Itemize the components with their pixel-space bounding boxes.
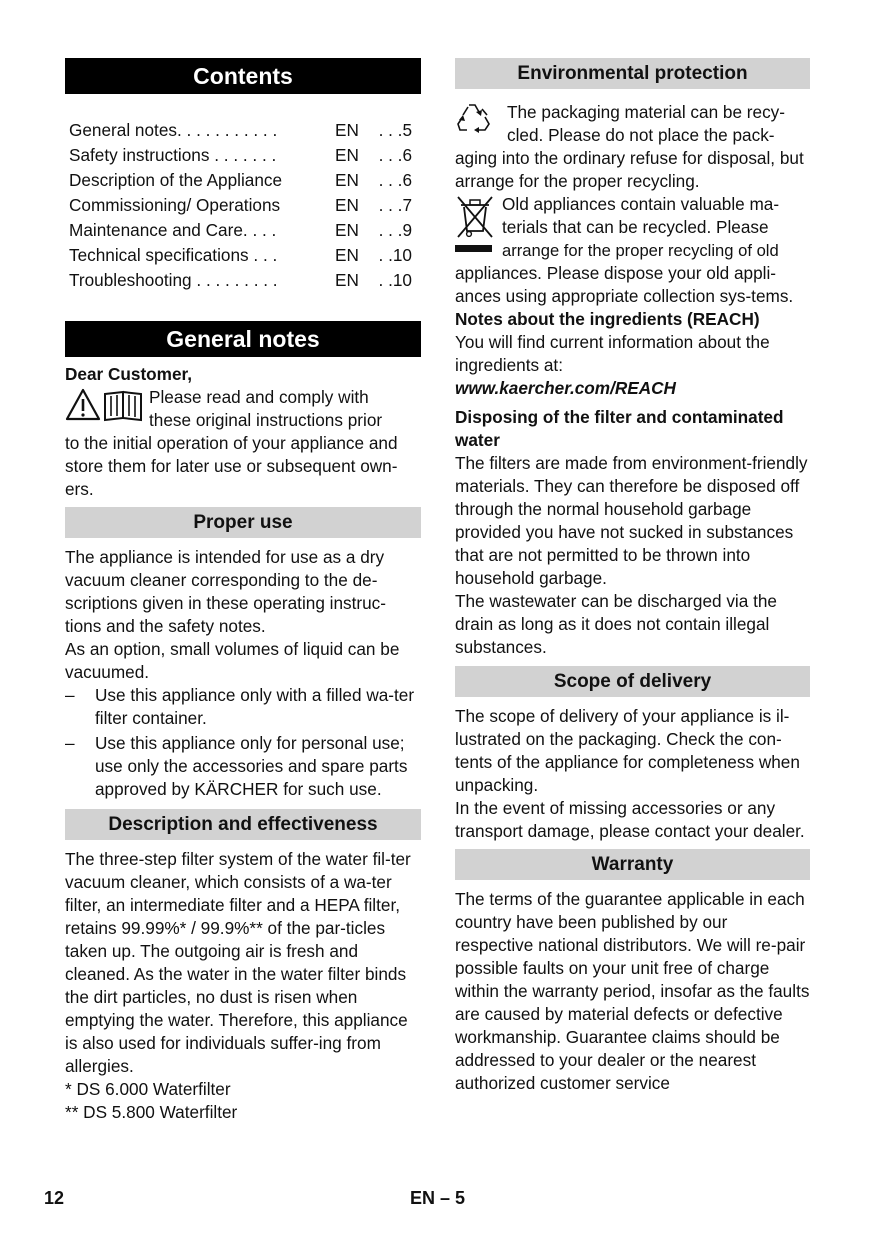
paragraph: The wastewater can be discharged via the drain as long as it does not contain illegal substances.	[455, 591, 777, 657]
toc-title: Description of the Appliance	[69, 170, 283, 190]
weee-line: terials that can be recycled. Please	[502, 217, 769, 237]
toc-lang: EN	[335, 245, 359, 265]
toc-title: Troubleshooting	[69, 270, 192, 290]
page-number: 12	[44, 1188, 65, 1208]
proper-use-heading: Proper use	[65, 507, 421, 538]
recycle-line: The packaging material can be recy-	[507, 102, 786, 122]
warning-manual-icon	[65, 386, 149, 428]
paragraph: The three-step filter system of the water fil-ter vacuum cleaner, which consists of a wa-ter filter, an intermediate filter and a HEPA filter, retains 99.99%* / 99.9%** of the par-ticles taken up. The outgoing air is fresh and cleaned. As the water in the water filter binds the dirt particles, no dust is risen when emptying the water. Therefore, this appliance is also used for individuals suffer-ing from allergies.	[65, 849, 411, 1076]
toc-row[interactable]	[65, 193, 421, 218]
paragraph: In the event of missing accessories or any transport damage, please contact your dealer.	[455, 798, 805, 841]
toc-list	[65, 118, 421, 293]
weee-line: Old appliances contain valuable ma-	[502, 194, 780, 214]
toc-title: Technical specifications	[69, 245, 249, 265]
dear-customer: Dear Customer,	[65, 364, 193, 384]
toc-dots: . . . .	[242, 220, 277, 240]
toc-row[interactable]	[65, 143, 421, 168]
toc-title: Safety instructions	[69, 145, 210, 165]
recycle-text: aging into the ordinary refuse for disposal, but arrange for the proper recycling.	[455, 148, 804, 191]
toc-dots: . . . . . . . . .	[196, 270, 278, 290]
footnote: * DS 6.000 Waterfilter	[65, 1079, 231, 1099]
toc-title: General notes	[69, 120, 177, 140]
intro-line: Please read and comply with	[149, 387, 369, 407]
toc-title: Maintenance and Care	[69, 220, 243, 240]
filter-heading: Disposing of the filter and contaminated water	[455, 407, 784, 450]
left-column	[65, 58, 421, 1124]
general-notes-heading: General notes	[65, 321, 421, 357]
reach-heading: Notes about the ingredients (REACH)	[455, 309, 760, 329]
weee-line: arrange for the proper recycling of old	[502, 241, 779, 260]
paragraph: The scope of delivery of your appliance is il-lustrated on the packaging. Check the con-tents of the appliance for completeness when unpacking.	[455, 706, 800, 795]
weee-block	[455, 193, 810, 308]
scope-heading: Scope of delivery	[455, 666, 810, 697]
toc-lang: EN	[335, 145, 359, 165]
paragraph: As an option, small volumes of liquid can be vacuumed.	[65, 639, 400, 682]
description-heading: Description and effectiveness	[65, 809, 421, 840]
toc-dots: . . . . . . . . . . .	[176, 120, 278, 140]
toc-page: . . .6	[378, 170, 412, 190]
recycle-line: cled. Please do not place the pack-	[507, 125, 775, 145]
toc-page: . . .6	[378, 145, 412, 165]
contents-heading: Contents	[65, 58, 421, 94]
list-item	[65, 684, 421, 730]
toc-row[interactable]	[65, 168, 421, 193]
toc-lang: EN	[335, 195, 359, 215]
toc-page: . . .5	[378, 120, 412, 140]
toc-page: . . .9	[378, 220, 412, 240]
toc-row[interactable]	[65, 118, 421, 143]
intro-text: to the initial operation of your appliance and store them for later use or subsequent own-ers.	[65, 433, 398, 499]
paragraph: The appliance is intended for use as a dry vacuum cleaner corresponding to the de-scriptions given in these operating instruc-tions and the safety notes.	[65, 547, 386, 636]
toc-page: . . .7	[378, 195, 412, 215]
right-column	[455, 58, 810, 1095]
page-label: EN – 5	[410, 1188, 466, 1208]
weee-text: appliances. Please dispose your old appli-ances using appropriate collection sys-tems.	[455, 263, 794, 306]
crossed-bin-icon	[455, 193, 502, 259]
toc-page: . .10	[378, 245, 412, 265]
toc-lang: EN	[335, 270, 359, 290]
toc-title: Commissioning/ Operations	[69, 195, 281, 215]
reach-text: You will find current information about the ingredients at:	[455, 332, 770, 375]
recycling-icon	[455, 101, 507, 145]
footnote: ** DS 5.800 Waterfilter	[65, 1102, 238, 1122]
toc-dots: . . .	[253, 245, 278, 265]
recycle-block	[455, 101, 810, 193]
toc-lang: EN	[335, 170, 359, 190]
paragraph: The filters are made from environment-friendly materials. They can therefore be disposed off through the normal household garbage provided you have not sucked in substances that are not permitted to be thrown into household garbage.	[455, 453, 808, 588]
toc-row[interactable]	[65, 268, 421, 293]
list-item-text: Use this appliance only for personal use; use only the accessories and spare parts approved by KÄRCHER for such use.	[95, 733, 408, 799]
toc-page: . .10	[378, 270, 412, 290]
reach-link[interactable]: www.kaercher.com/REACH	[455, 378, 676, 398]
warranty-heading: Warranty	[455, 849, 810, 880]
general-notes-intro	[65, 386, 421, 501]
toc-row[interactable]	[65, 243, 421, 268]
toc-row[interactable]	[65, 218, 421, 243]
paragraph: The terms of the guarantee applicable in each country have been published by our respective national distributors. We will re-pair possible faults on your unit free of charge within the warranty period, insofar as the faults are caused by material defects or defective workmanship. Guarantee claims should be addressed to your dealer or the nearest authorized customer service	[455, 889, 810, 1093]
bullet-dash: –	[65, 685, 75, 705]
list-item	[65, 732, 421, 801]
bullet-dash: –	[65, 733, 75, 753]
list-item-text: Use this appliance only with a filled wa-ter filter container.	[95, 685, 415, 728]
toc-lang: EN	[335, 220, 359, 240]
toc-dots: . . . . . . .	[214, 145, 277, 165]
toc-lang: EN	[335, 120, 359, 140]
environmental-heading: Environmental protection	[455, 58, 810, 89]
intro-line: these original instructions prior	[149, 410, 383, 430]
